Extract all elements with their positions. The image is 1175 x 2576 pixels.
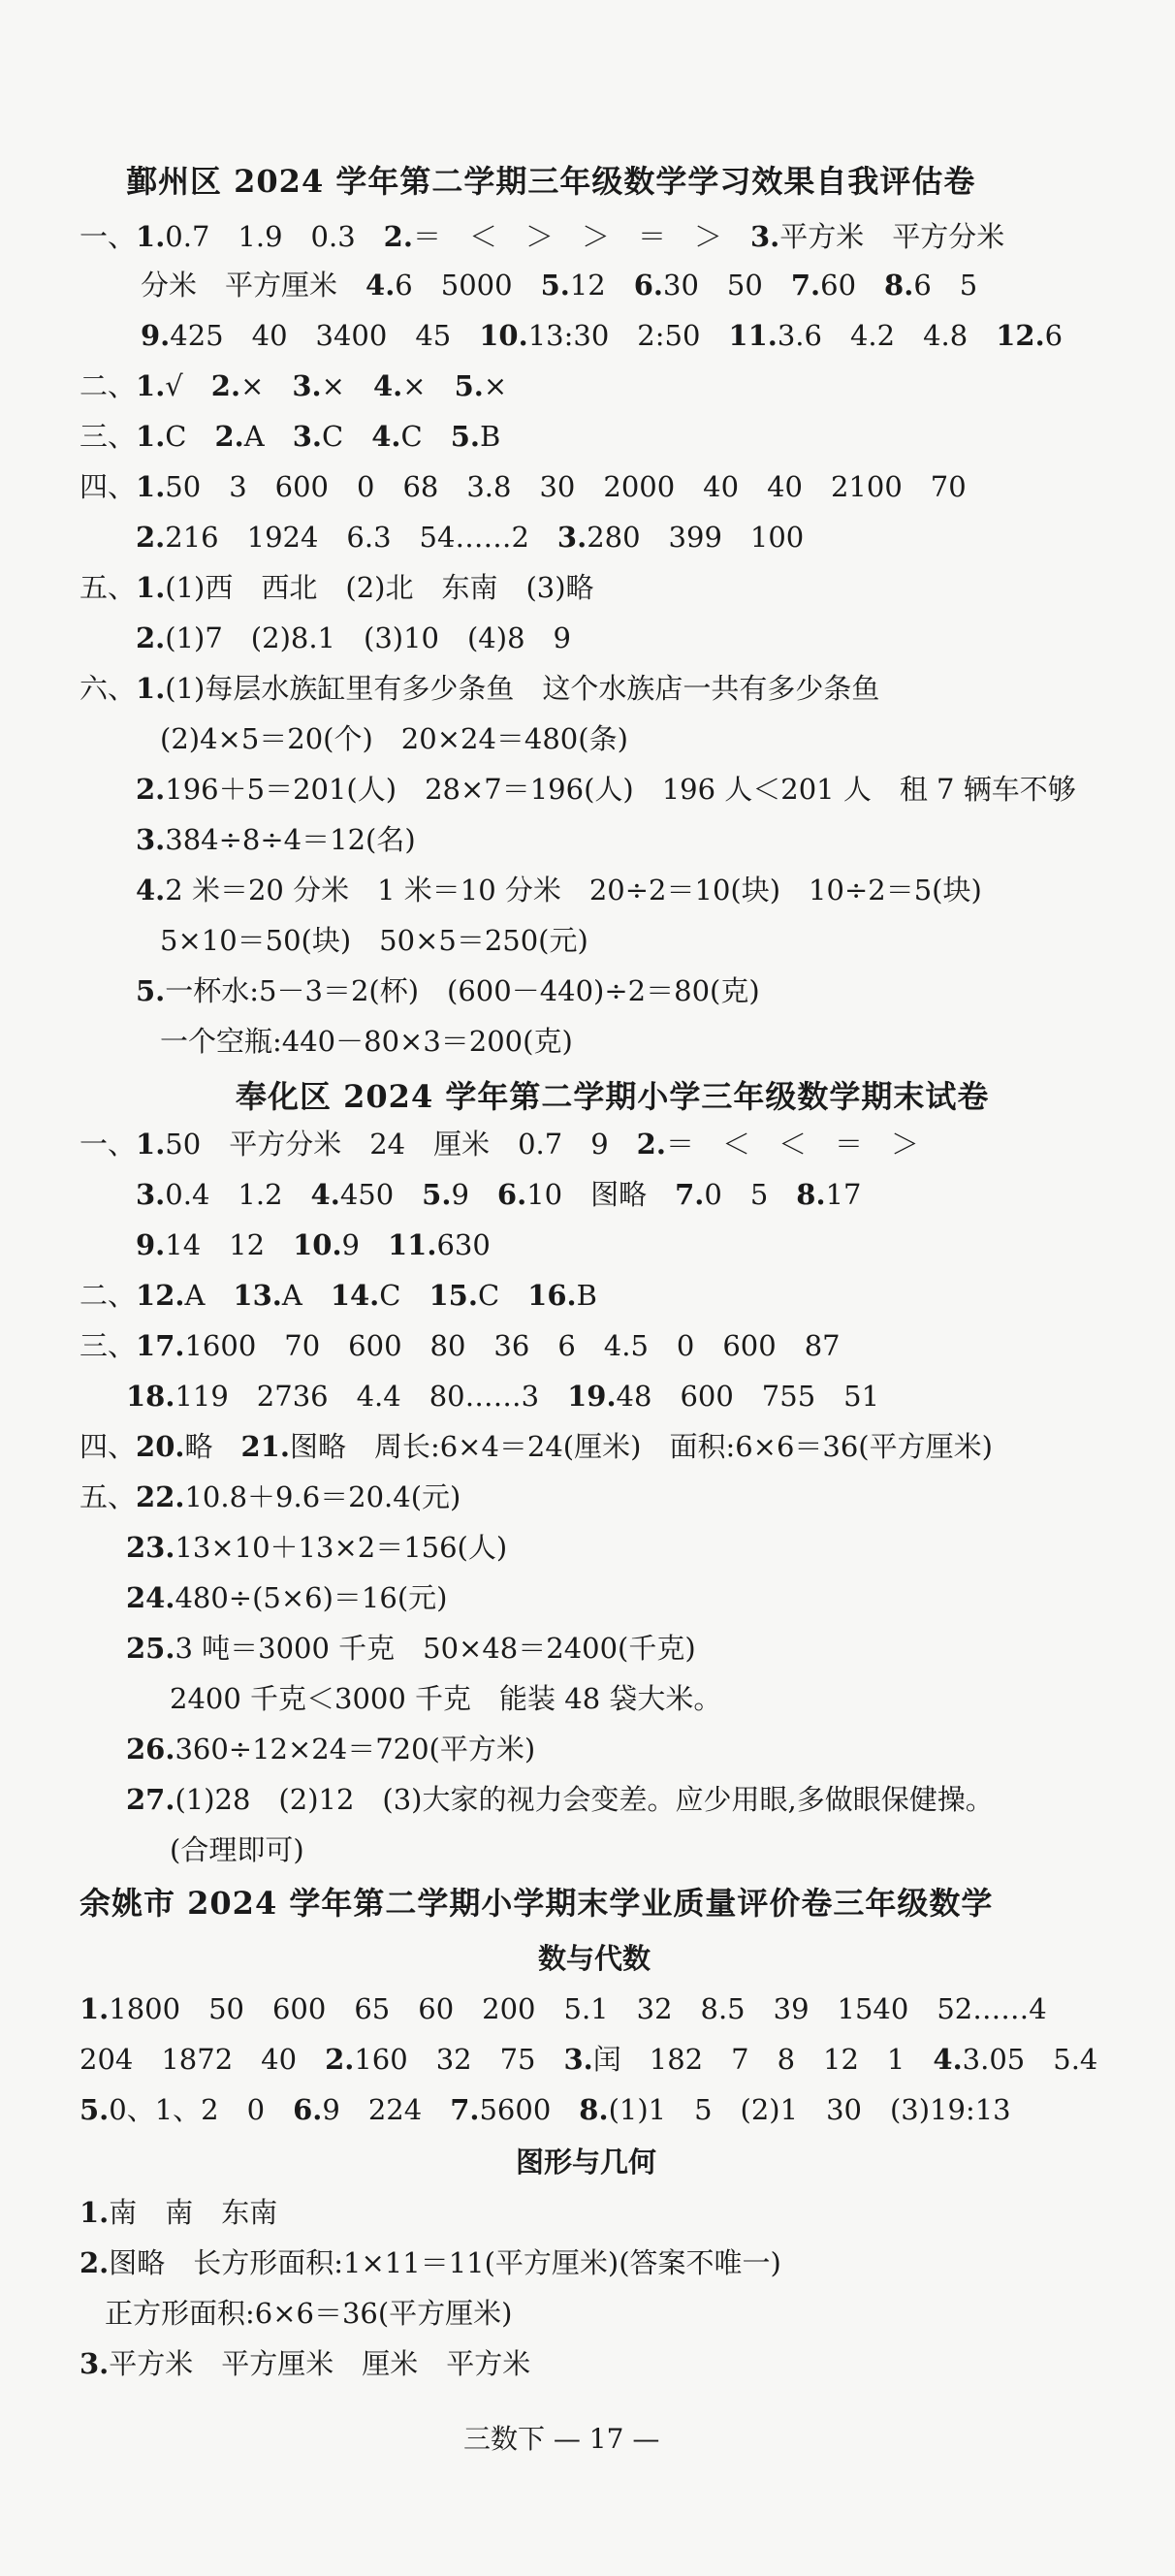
- answer-text: 略: [184, 1430, 241, 1463]
- answer-text: 10 图略: [526, 1178, 676, 1211]
- answer-line: [136, 1175, 861, 1214]
- answer-line: [79, 366, 507, 405]
- answer-text: 三、: [79, 420, 137, 453]
- answer-text: 12: [569, 269, 634, 302]
- answer-line: [79, 2193, 277, 2232]
- answer-text: 48 600 755 51: [616, 1380, 880, 1413]
- question-number: 1.: [136, 420, 166, 453]
- question-number: 1.: [79, 2196, 110, 2229]
- answer-text: A: [184, 1279, 234, 1312]
- answer-line: [141, 266, 977, 304]
- section-title-fenghua: 奉化区 2024 学年第二学期小学三年级数学期末试卷: [236, 1078, 990, 1115]
- answer-line: [170, 1679, 721, 1718]
- page-footer: 三数下 — 17 —: [463, 2423, 660, 2455]
- question-number: 2.: [136, 521, 166, 554]
- subsection-title-geometry: 图形与几何: [516, 2146, 657, 2178]
- answer-line: [141, 316, 1063, 355]
- question-number: 4.: [371, 420, 401, 453]
- answer-text: 9: [451, 1178, 497, 1211]
- answer-text: 二、: [79, 1279, 137, 1312]
- answer-text: 5×10＝50(块) 50×5＝250(元): [160, 924, 588, 957]
- question-number: 23.: [126, 1531, 175, 1564]
- answer-text: 6 5000: [395, 269, 541, 302]
- question-number: 3.: [556, 521, 588, 554]
- answer-text: 480÷(5×6)＝16(元): [175, 1581, 448, 1614]
- answer-text: 1800 50 600 65 60 200 5.1 32 8.5 39 1540 52……4: [109, 1992, 1047, 2025]
- question-number: 14.: [330, 1279, 380, 1312]
- answer-text: 119 2736 4.4 80……3: [175, 1380, 568, 1413]
- question-number: 20.: [136, 1430, 185, 1463]
- answer-text: 6: [1044, 319, 1064, 352]
- question-number: 3.: [136, 1178, 166, 1211]
- question-number: 8.: [579, 2093, 609, 2126]
- answer-text: 10.8＋9.6＝20.4(元): [184, 1480, 461, 1513]
- answer-line: [79, 2090, 1011, 2129]
- question-number: 4.: [933, 2043, 963, 2076]
- answer-text: 0.4 1.2: [165, 1178, 311, 1211]
- answer-line: [126, 1377, 879, 1415]
- answer-text: 2 米＝20 分米 1 米＝10 分米 20÷2＝10(块) 10÷2＝5(块): [165, 874, 982, 906]
- answer-text: 五、: [79, 571, 137, 604]
- answer-text: 196＋5＝201(人) 28×7＝196(人) 196 人＜201 人 租 7 辆车不够: [165, 773, 1076, 806]
- answer-line: [79, 1427, 993, 1466]
- question-number: 2.: [79, 2246, 110, 2279]
- answer-text: (1)28 (2)12 (3)大家的视力会变差。应少用眼,多做眼保健操。: [175, 1783, 994, 1816]
- question-number: 8.: [884, 269, 914, 302]
- question-number: 3.: [292, 420, 323, 453]
- answer-text: 平方米 平方分米: [779, 220, 1005, 253]
- answer-line: [126, 1780, 994, 1819]
- question-number: 3.: [749, 220, 780, 253]
- answer-line: [79, 417, 500, 456]
- answer-text: A: [281, 1279, 331, 1312]
- answer-text: 3.05 5.4: [962, 2043, 1098, 2076]
- question-number: 1.: [79, 1992, 110, 2025]
- answer-text: 9 224: [322, 2093, 451, 2126]
- answer-line: [79, 1326, 841, 1365]
- answer-text: 一、: [79, 220, 137, 253]
- question-number: 13.: [233, 1279, 282, 1312]
- answer-line: [160, 719, 628, 758]
- answer-text: 四、: [79, 470, 137, 503]
- answer-text: 360÷12×24＝720(平方米): [175, 1733, 536, 1765]
- answer-text: 50 平方分米 24 厘米 0.7 9: [165, 1128, 637, 1161]
- answer-text: (1)7 (2)8.1 (3)10 (4)8 9: [165, 621, 571, 654]
- answer-text: 425 40 3400 45: [170, 319, 480, 352]
- question-number: 1.: [136, 1128, 166, 1161]
- question-number: 2.: [136, 621, 166, 654]
- answer-text: 5600: [479, 2093, 580, 2126]
- answer-text: 分米 平方厘米: [141, 269, 366, 302]
- question-number: 5.: [422, 1178, 452, 1211]
- question-number: 22.: [136, 1480, 185, 1513]
- subsection-title-number-algebra: 数与代数: [538, 1942, 651, 1975]
- answer-line: [136, 1225, 491, 1264]
- answer-text: C: [165, 420, 215, 453]
- question-number: 9.: [141, 319, 171, 352]
- question-number: 21.: [240, 1430, 290, 1463]
- answer-text: 160 32 75: [354, 2043, 564, 2076]
- answer-text: (1)1 5 (2)1 30 (3)19:13: [608, 2093, 1011, 2126]
- answer-text: 450: [339, 1178, 423, 1211]
- question-number: 27.: [126, 1783, 175, 1816]
- question-number: 2.: [325, 2043, 355, 2076]
- answer-text: 3.6 4.2 4.8: [777, 319, 997, 352]
- question-number: 5.: [540, 269, 570, 302]
- question-number: 2.: [383, 220, 413, 253]
- question-number: 11.: [388, 1228, 437, 1261]
- answer-line: [79, 2040, 1097, 2079]
- question-number: 5.: [79, 2093, 110, 2126]
- answer-text: ＝ ＜ ＞ ＞ ＝ ＞: [412, 220, 750, 253]
- answer-text: 13×10＋13×2＝156(人): [175, 1531, 508, 1564]
- answer-text: 204 1872 40: [79, 2043, 326, 2076]
- answer-text: (1)每层水族缸里有多少条鱼 这个水族店一共有多少条鱼: [165, 672, 880, 705]
- question-number: 5.: [454, 369, 484, 402]
- answer-text: ×: [402, 369, 455, 402]
- question-number: 17.: [136, 1329, 185, 1362]
- question-number: 4.: [372, 369, 403, 402]
- answer-line: [126, 1629, 696, 1668]
- answer-text: 384÷8÷4＝12(名): [165, 823, 416, 856]
- question-number: 24.: [126, 1581, 175, 1614]
- question-number: 10.: [293, 1228, 342, 1261]
- question-number: 10.: [479, 319, 528, 352]
- question-number: 2.: [636, 1128, 666, 1161]
- question-number: 12.: [996, 319, 1045, 352]
- answer-text: C: [322, 420, 372, 453]
- answer-text: 9: [341, 1228, 388, 1261]
- answer-text: 216 1924 6.3 54……2: [165, 521, 557, 554]
- answer-text: 一、: [79, 1128, 137, 1161]
- answer-line: [126, 1730, 535, 1768]
- answer-line: [79, 2243, 781, 2282]
- question-number: 7.: [675, 1178, 705, 1211]
- answer-text: ×: [321, 369, 373, 402]
- answer-text: (1)西 西北 (2)北 东南 (3)略: [165, 571, 594, 604]
- answer-text: 2400 千克＜3000 千克 能装 48 袋大米。: [170, 1682, 722, 1715]
- answer-text: ×: [240, 369, 293, 402]
- question-number: 26.: [126, 1733, 175, 1765]
- answer-text: 四、: [79, 1430, 137, 1463]
- answer-text: B: [479, 420, 501, 453]
- question-number: 5.: [450, 420, 480, 453]
- question-number: 9.: [136, 1228, 166, 1261]
- question-number: 7.: [790, 269, 821, 302]
- answer-text: C: [379, 1279, 429, 1312]
- answer-text: 0 5: [704, 1178, 797, 1211]
- question-number: 16.: [527, 1279, 577, 1312]
- answer-text: C: [400, 420, 451, 453]
- question-number: 6.: [496, 1178, 527, 1211]
- answer-text: (2)4×5＝20(个) 20×24＝480(条): [160, 722, 628, 755]
- question-number: 11.: [728, 319, 778, 352]
- answer-line: [79, 467, 967, 506]
- answer-text: 50 3 600 0 68 3.8 30 2000 40 40 2100 70: [165, 470, 967, 503]
- answer-text: 17: [825, 1178, 862, 1211]
- answer-text: 14 12: [165, 1228, 294, 1261]
- answer-line: [79, 1478, 460, 1516]
- answer-line: [79, 1125, 919, 1163]
- answer-text: 图略 周长:6×4＝24(厘米) 面积:6×6＝36(平方厘米): [289, 1430, 993, 1463]
- answer-text: ×: [483, 369, 508, 402]
- question-number: 3.: [79, 2347, 110, 2380]
- question-number: 12.: [136, 1279, 185, 1312]
- answer-text: 正方形面积:6×6＝36(平方厘米): [105, 2297, 513, 2330]
- question-number: 4.: [136, 874, 166, 906]
- answer-text: 1600 70 600 80 36 6 4.5 0 600 87: [184, 1329, 841, 1362]
- question-number: 15.: [429, 1279, 478, 1312]
- answer-line: [79, 669, 879, 708]
- answer-line: [79, 2344, 530, 2383]
- answer-line: [136, 820, 416, 859]
- answer-text: 图略 长方形面积:1×11＝11(平方厘米)(答案不唯一): [109, 2246, 781, 2279]
- answer-text: 闰 182 7 8 12 1: [592, 2043, 934, 2076]
- question-number: 3.: [136, 823, 166, 856]
- answer-line: [170, 1830, 304, 1869]
- answer-text: 二、: [79, 369, 137, 402]
- answer-text: B: [576, 1279, 597, 1312]
- answer-line: [126, 1528, 507, 1567]
- answer-text: C: [477, 1279, 528, 1312]
- section-title-yinzhou: 鄞州区 2024 学年第二学期三年级数学学习效果自我评估卷: [126, 163, 976, 200]
- answer-text: (合理即可): [170, 1833, 304, 1866]
- answer-text: 3 吨＝3000 千克 50×48＝2400(千克): [175, 1632, 696, 1665]
- question-number: 4.: [365, 269, 396, 302]
- answer-line: [79, 1989, 1047, 2028]
- answer-text: ＝ ＜ ＜ ＝ ＞: [665, 1128, 919, 1161]
- question-number: 1.: [136, 672, 166, 705]
- question-number: 18.: [126, 1380, 175, 1413]
- answer-text: 0、1、2 0: [109, 2093, 294, 2126]
- section-title-yuyao: 余姚市 2024 学年第二学期小学期末学业质量评价卷三年级数学: [79, 1885, 994, 1922]
- question-number: 6.: [633, 269, 664, 302]
- answer-text: √: [165, 369, 211, 402]
- answer-text: 五、: [79, 1480, 137, 1513]
- answer-text: 平方米 平方厘米 厘米 平方米: [109, 2347, 531, 2380]
- answer-text: 30 50: [663, 269, 791, 302]
- question-number: 2.: [214, 420, 244, 453]
- answer-line: [79, 1276, 597, 1315]
- answer-text: 60: [820, 269, 885, 302]
- question-number: 4.: [310, 1178, 340, 1211]
- answer-line: [160, 921, 588, 960]
- answer-text: 南 南 东南: [109, 2196, 278, 2229]
- question-number: 3.: [563, 2043, 593, 2076]
- answer-text: 13:30 2:50: [527, 319, 729, 352]
- answer-line: [136, 770, 1076, 809]
- answer-line: [79, 568, 594, 607]
- answer-text: 三、: [79, 1329, 137, 1362]
- answer-line: [105, 2294, 513, 2333]
- answer-line: [160, 1022, 573, 1061]
- question-number: 7.: [450, 2093, 480, 2126]
- question-number: 8.: [796, 1178, 826, 1211]
- question-number: 1.: [136, 369, 166, 402]
- answer-line: [126, 1578, 447, 1617]
- question-number: 19.: [567, 1380, 617, 1413]
- answer-text: 一个空瓶:440－80×3＝200(克): [160, 1025, 573, 1058]
- question-number: 1.: [136, 470, 166, 503]
- question-number: 25.: [126, 1632, 175, 1665]
- question-number: 1.: [136, 220, 166, 253]
- answer-line: [79, 217, 1004, 256]
- question-number: 2.: [136, 773, 166, 806]
- answer-line: [136, 871, 982, 909]
- answer-text: 6 5: [913, 269, 978, 302]
- question-number: 1.: [136, 571, 166, 604]
- question-number: 2.: [210, 369, 241, 402]
- answer-line: [136, 518, 804, 557]
- answer-text: 0.7 1.9 0.3: [165, 220, 384, 253]
- answer-line: [136, 971, 760, 1010]
- answer-text: 630: [436, 1228, 491, 1261]
- question-number: 5.: [136, 974, 166, 1007]
- answer-text: 六、: [79, 672, 137, 705]
- answer-text: A: [243, 420, 293, 453]
- answer-text: 一杯水:5－3＝2(杯) (600－440)÷2＝80(克): [165, 974, 760, 1007]
- question-number: 3.: [292, 369, 322, 402]
- answer-text: 280 399 100: [587, 521, 805, 554]
- answer-line: [136, 619, 571, 657]
- question-number: 6.: [293, 2093, 323, 2126]
